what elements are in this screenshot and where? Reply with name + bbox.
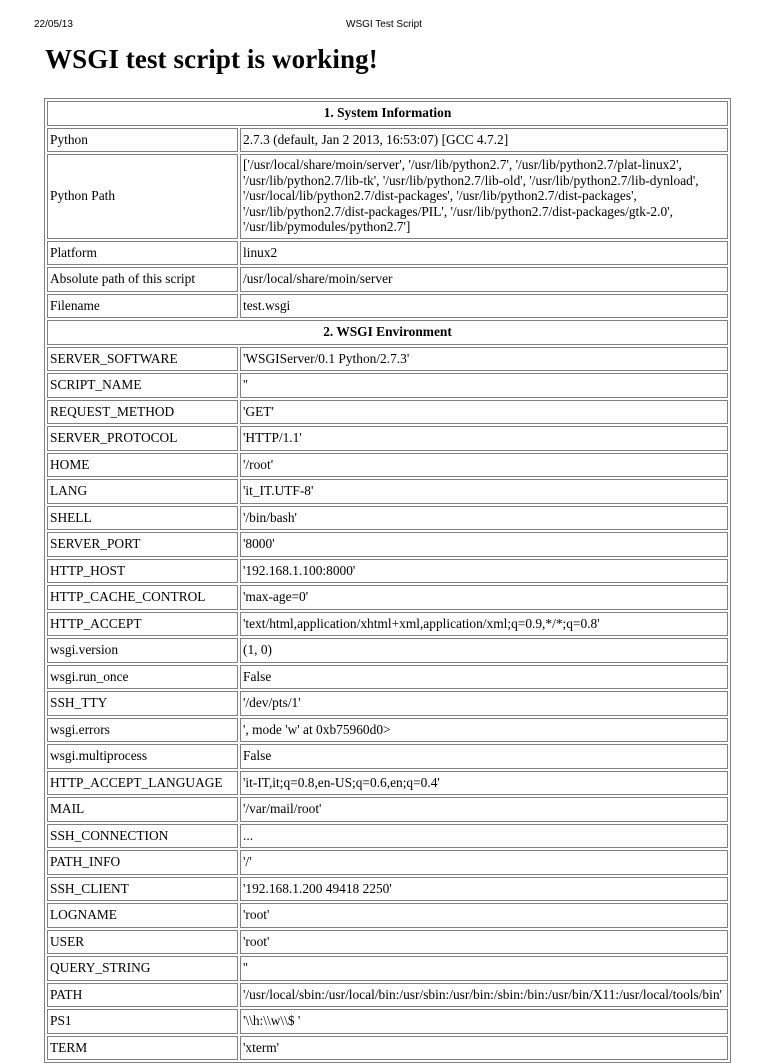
row-key: SSH_TTY [47,691,238,716]
row-value: '' [240,373,728,398]
section-header-row [47,320,728,345]
table-row [47,930,728,955]
table-row [47,797,728,822]
table-row [47,691,728,716]
row-key: Python Path [47,154,238,239]
row-value: False [240,665,728,690]
table-row [47,638,728,663]
row-key: SCRIPT_NAME [47,373,238,398]
row-key: SSH_CLIENT [47,877,238,902]
row-value: '8000' [240,532,728,557]
table-row [47,744,728,769]
row-value: (1, 0) [240,638,728,663]
row-value: '192.168.1.200 49418 2250' [240,877,728,902]
info-table-body [47,101,728,1060]
section-title: 2. WSGI Environment [47,320,728,345]
row-value: False [240,744,728,769]
row-value: ', mode 'w' at 0xb75960d0> [240,718,728,743]
row-key: SHELL [47,506,238,531]
section-title: 1. System Information [47,101,728,126]
row-value: '/bin/bash' [240,506,728,531]
row-value: 'text/html,application/xhtml+xml,application/xml;q=0.9,*/*;q=0.8' [240,612,728,637]
table-row [47,771,728,796]
row-value: 'xterm' [240,1036,728,1061]
row-key: wsgi.multiprocess [47,744,238,769]
row-value: 'WSGIServer/0.1 Python/2.7.3' [240,347,728,372]
row-key: PATH_INFO [47,850,238,875]
info-table [44,98,731,1063]
table-row [47,585,728,610]
row-value: 'it_IT.UTF-8' [240,479,728,504]
table-row [47,983,728,1008]
row-value: '/root' [240,453,728,478]
table-row [47,559,728,584]
row-value: '/dev/pts/1' [240,691,728,716]
table-row [47,1036,728,1061]
row-key: HTTP_ACCEPT [47,612,238,637]
table-row [47,294,728,319]
table-row [47,154,728,239]
row-key: SERVER_SOFTWARE [47,347,238,372]
row-value: 'root' [240,930,728,955]
page-title: WSGI test script is working! [45,44,378,74]
row-value: 'root' [240,903,728,928]
row-key: PATH [47,983,238,1008]
row-key: HTTP_HOST [47,559,238,584]
row-value: /usr/local/share/moin/server [240,267,728,292]
table-row [47,479,728,504]
row-key: LOGNAME [47,903,238,928]
row-value: 'GET' [240,400,728,425]
row-value: 'HTTP/1.1' [240,426,728,451]
table-row [47,665,728,690]
table-row [47,532,728,557]
row-key: MAIL [47,797,238,822]
table-row [47,718,728,743]
table-row [47,241,728,266]
table-row [47,426,728,451]
table-row [47,1009,728,1034]
print-title: WSGI Test Script [346,19,422,30]
row-key: wsgi.version [47,638,238,663]
row-key: REQUEST_METHOD [47,400,238,425]
row-key: wsgi.errors [47,718,238,743]
row-key: Filename [47,294,238,319]
table-row [47,506,728,531]
table-row [47,267,728,292]
table-row [47,903,728,928]
row-value: '' [240,956,728,981]
table-row [47,128,728,153]
table-row [47,347,728,372]
table-row [47,850,728,875]
row-value: 'max-age=0' [240,585,728,610]
row-value: '/' [240,850,728,875]
table-row [47,877,728,902]
row-value: '/usr/local/sbin:/usr/local/bin:/usr/sbin:/usr/bin:/sbin:/bin:/usr/bin/X11:/usr/local/tools/bin' [240,983,728,1008]
row-key: LANG [47,479,238,504]
row-key: QUERY_STRING [47,956,238,981]
row-key: SSH_CONNECTION [47,824,238,849]
row-key: HOME [47,453,238,478]
row-key: Python [47,128,238,153]
row-key: SERVER_PROTOCOL [47,426,238,451]
row-value: test.wsgi [240,294,728,319]
row-value: ... [240,824,728,849]
row-key: TERM [47,1036,238,1061]
row-key: wsgi.run_once [47,665,238,690]
print-header [0,19,768,33]
row-value: 2.7.3 (default, Jan 2 2013, 16:53:07) [GCC 4.7.2] [240,128,728,153]
row-key: HTTP_CACHE_CONTROL [47,585,238,610]
row-key: HTTP_ACCEPT_LANGUAGE [47,771,238,796]
row-key: Platform [47,241,238,266]
row-value: '/var/mail/root' [240,797,728,822]
row-value: '\\h:\\w\\$ ' [240,1009,728,1034]
print-date: 22/05/13 [34,19,73,30]
row-key: Absolute path of this script [47,267,238,292]
row-key: PS1 [47,1009,238,1034]
table-row [47,956,728,981]
table-row [47,453,728,478]
row-value: ['/usr/local/share/moin/server', '/usr/lib/python2.7', '/usr/lib/python2.7/plat-linux2', '/usr/lib/python2.7/lib-tk', '/usr/lib/python2.7/lib-old', '/usr/lib/python2.7/lib-dynload', '/usr/local/lib/python2.7/dist-packages', '/usr/lib/python2.7/dist-packages', '/usr/lib/python2.7/dist-packages/PIL', '/usr/lib/python2.7/dist-packages/gtk-2.0', '/usr/lib/pymodules/python2.7'] [240,154,728,239]
row-value: 'it-IT,it;q=0.8,en-US;q=0.6,en;q=0.4' [240,771,728,796]
section-header-row [47,101,728,126]
row-value: linux2 [240,241,728,266]
table-row [47,400,728,425]
table-row [47,824,728,849]
row-value: '192.168.1.100:8000' [240,559,728,584]
table-row [47,612,728,637]
table-row [47,373,728,398]
row-key: SERVER_PORT [47,532,238,557]
row-key: USER [47,930,238,955]
